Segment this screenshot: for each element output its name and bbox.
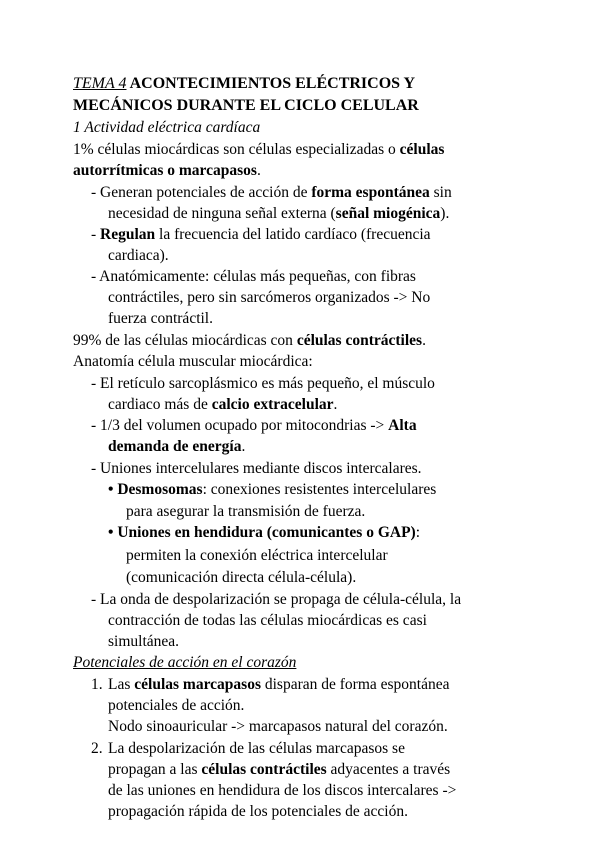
- text: Las: [108, 676, 135, 693]
- bold-text: células contráctiles: [201, 761, 327, 778]
- text: disparan de forma espontánea: [261, 676, 450, 693]
- text: - Generan potenciales de acción de: [91, 184, 312, 201]
- numbered-item-cont: Nodo sinoauricular -> marcapasos natural del corazón.: [108, 718, 448, 735]
- list-item-cont: cardiaca).: [108, 247, 169, 264]
- list-item: [91, 224, 431, 245]
- list-item-cont: fuerza contráctil.: [108, 310, 213, 327]
- text: 1% células miocárdicas son células especializadas o: [73, 141, 400, 158]
- numbered-item-cont: propagación rápida de los potenciales de acción.: [108, 803, 408, 820]
- list-item: [91, 415, 417, 436]
- bold-text: Uniones en hendidura (comunicantes o GAP): [117, 524, 416, 541]
- bold-text: células contráctiles: [296, 332, 423, 349]
- item-number: 1.: [91, 676, 103, 693]
- paragraph: Anatomía célula muscular miocárdica:: [73, 353, 313, 370]
- bold-text: Alta: [388, 417, 417, 434]
- bold-text: demanda de energía: [108, 438, 242, 455]
- text: -: [91, 226, 101, 243]
- text: - 1/3 del volumen ocupado por mitocondrias ->: [91, 417, 389, 434]
- bold-text: Desmosomas: [117, 481, 203, 498]
- list-item: [91, 182, 452, 203]
- bold-text: forma espontánea: [311, 184, 430, 201]
- sub-list-item: [108, 522, 420, 543]
- text: ).: [440, 205, 450, 222]
- numbered-item-text: [108, 674, 450, 695]
- text: .: [333, 396, 338, 413]
- item-number: 2.: [91, 740, 103, 757]
- text: .: [422, 332, 426, 349]
- bold-text: señal miogénica: [335, 205, 441, 222]
- text: adyacentes a través: [326, 761, 451, 778]
- title-rest: ACONTECIMIENTOS ELÉCTRICOS Y: [126, 75, 415, 92]
- bold-text: células marcapasos: [134, 676, 261, 693]
- list-item-cont: contracción de todas las células miocárdicas es casi: [108, 612, 427, 629]
- text: :: [415, 524, 421, 541]
- text: .: [241, 438, 246, 455]
- numbered-item-cont: potenciales de acción.: [108, 697, 245, 714]
- text: propagan a las: [108, 761, 202, 778]
- sub-list-item-cont: (comunicación directa célula-célula).: [126, 569, 357, 586]
- text: necesidad de ninguna señal externa (: [108, 205, 336, 222]
- bold-text: calcio extracelular: [211, 396, 334, 413]
- sub-list-item-cont: permiten la conexión eléctrica intercelular: [126, 547, 388, 564]
- bullet-icon: •: [108, 481, 114, 498]
- list-item-cont: [108, 394, 337, 415]
- bullet-icon: •: [108, 524, 114, 541]
- text: la frecuencia del latido cardíaco (frecuencia: [155, 226, 431, 243]
- text: .: [256, 162, 261, 179]
- numbered-item-text: La despolarización de las células marcapasos se: [108, 740, 405, 757]
- section-heading: Potenciales de acción en el corazón: [73, 654, 297, 671]
- tema-label: TEMA 4: [73, 75, 127, 92]
- list-item: - Uniones intercelulares mediante discos intercalares.: [91, 460, 422, 477]
- list-item-cont: contráctiles, pero sin sarcómeros organizados -> No: [108, 289, 431, 306]
- text: : conexiones resistentes intercelulares: [202, 481, 437, 498]
- bold-text: células: [399, 141, 445, 158]
- sub-list-item-cont: para asegurar la transmisión de fuerza.: [126, 503, 366, 520]
- sub-list-item: [108, 479, 436, 500]
- bold-text: Regulan: [100, 226, 156, 243]
- list-item: - El retículo sarcoplásmico es más pequeño, el músculo: [91, 375, 435, 392]
- list-item-cont: simultánea.: [108, 633, 180, 650]
- numbered-item: [91, 738, 103, 759]
- list-item-cont: [108, 436, 245, 457]
- intro-line-1: [73, 139, 444, 160]
- section-heading: 1 Actividad eléctrica cardíaca: [73, 119, 261, 136]
- text: cardiaco más de: [108, 396, 212, 413]
- title-line-2: MECÁNICOS DURANTE EL CICLO CELULAR: [73, 97, 419, 114]
- numbered-item: [91, 674, 103, 695]
- numbered-item-cont: de las uniones en hendidura de los discos intercalares ->: [108, 782, 457, 799]
- paragraph: [73, 330, 426, 351]
- text: sin: [429, 184, 452, 201]
- numbered-item-cont: [108, 759, 450, 780]
- list-item: - La onda de despolarización se propaga de célula-célula, la: [91, 591, 462, 608]
- title-line-1: [73, 73, 415, 94]
- bold-text: autorrítmicas o marcapasos: [73, 162, 257, 179]
- list-item-cont: [108, 203, 449, 224]
- text: 99% de las células miocárdicas con: [73, 332, 297, 349]
- list-item: - Anatómicamente: células más pequeñas, con fibras: [91, 268, 416, 285]
- intro-line-2: [73, 160, 261, 181]
